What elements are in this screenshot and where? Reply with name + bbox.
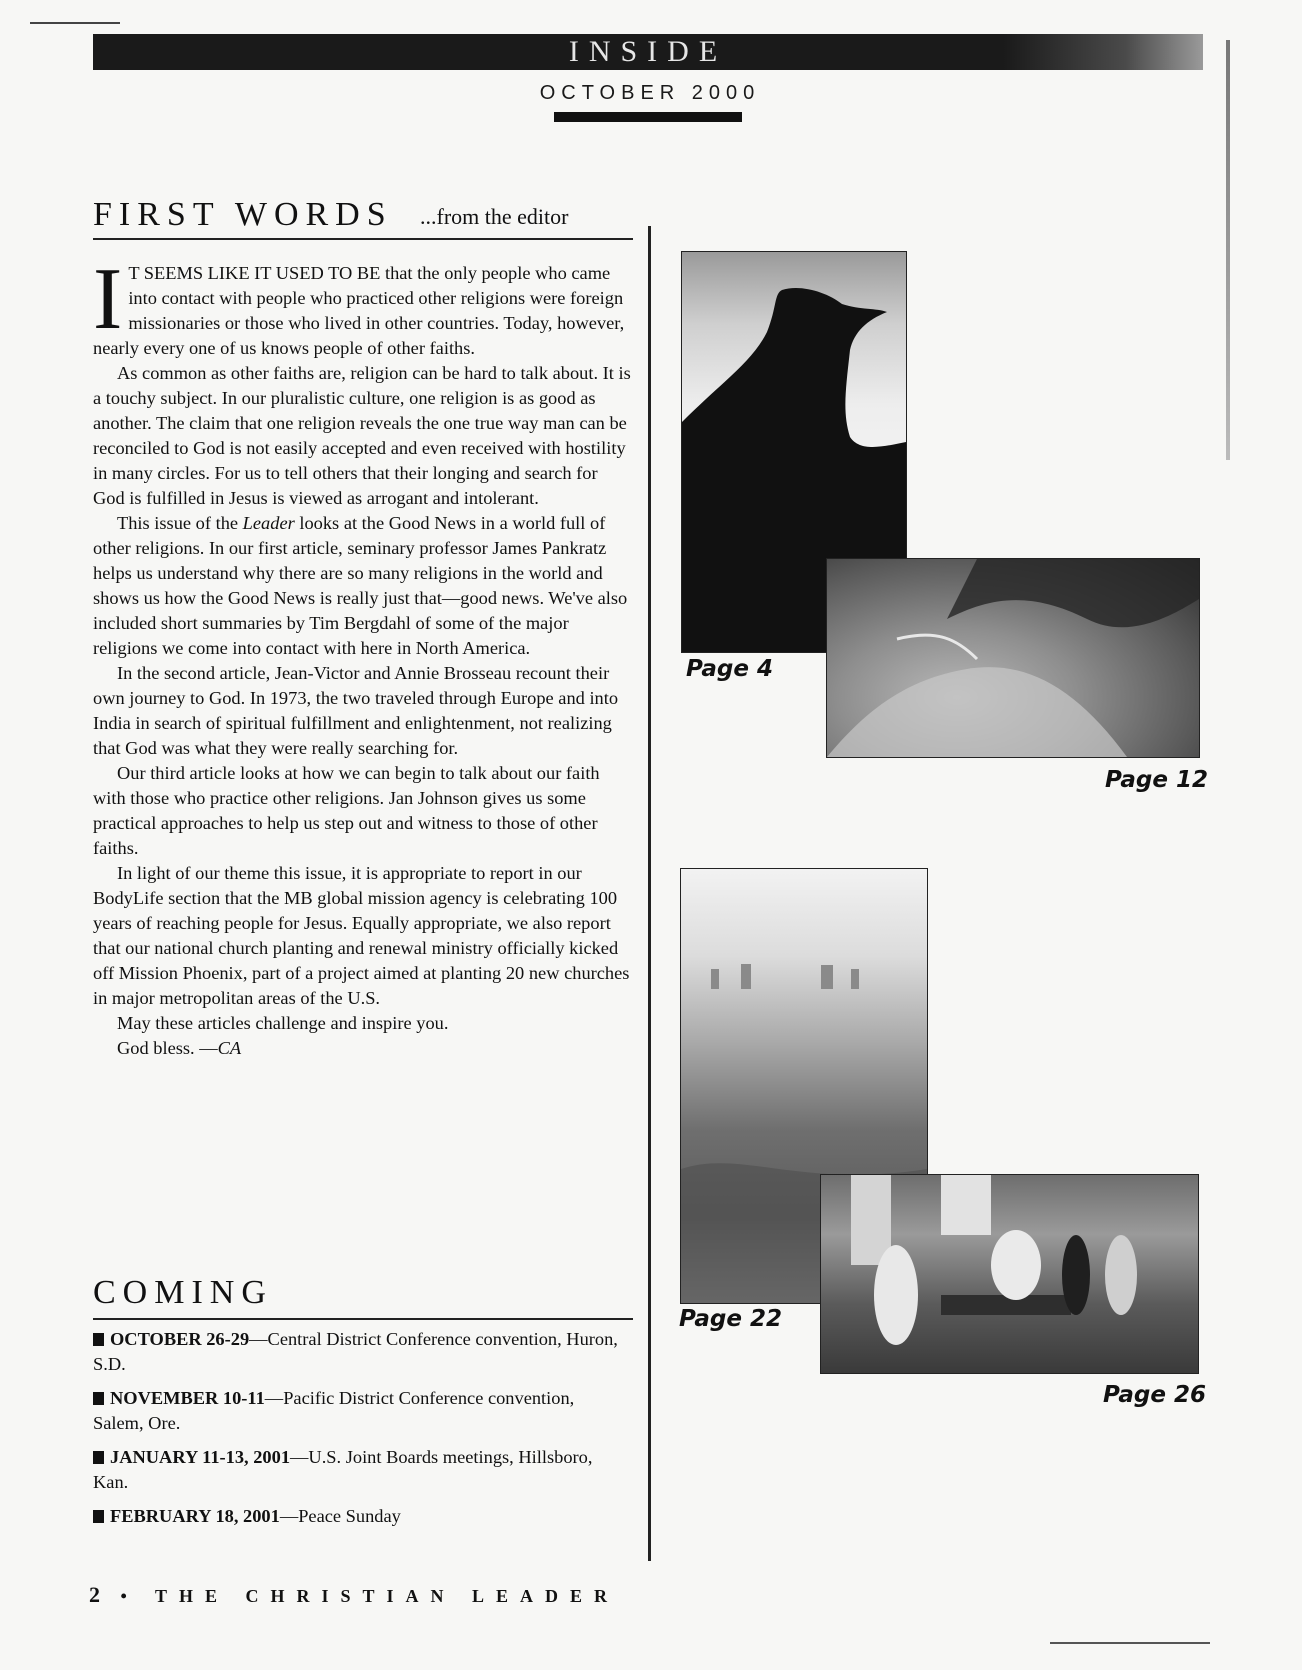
photo-caption-page-4: Page 4: [686, 656, 773, 682]
event-date: NOVEMBER 10-11: [110, 1388, 265, 1408]
photo-caption-page-26: Page 26: [1103, 1382, 1206, 1408]
article-paragraph: In light of our theme this issue, it is appropriate to report in our BodyLife section that the MB global mission agency is celebrating 100 years of reaching people for Jesus. Equally appropriate, we also report that our national church planting and renewal ministry officially kicked off Mission Phoenix, part of a project aimed at planting 20 new churches in major metropolitan areas of the U.S.: [93, 863, 630, 1008]
page-footer: [89, 1582, 619, 1608]
article-lead-in: T SEEMS LIKE IT USED TO BE: [128, 263, 381, 283]
event-date: FEBRUARY 18, 2001: [110, 1506, 280, 1526]
square-bullet-icon: [93, 1510, 104, 1523]
first-words-rule: [93, 238, 633, 240]
square-bullet-icon: [93, 1333, 104, 1346]
article-paragraph: This issue of the Leader looks at the Good News in a world full of other religions. In our first article, seminary professor James Pankratz helps us understand why there are so many religions in the world and shows us how the Good News is really just that—good news. We've also included short summaries by Tim Bergdahl of some of the major religions we come into contact with here in North America.: [93, 513, 628, 658]
square-bullet-icon: [93, 1451, 104, 1464]
first-words-byline: ...from the editor: [420, 204, 569, 229]
medical-tent-icon: [821, 1175, 1198, 1373]
top-hairline: [30, 22, 120, 24]
first-words-heading: FIRST WORDS: [93, 196, 393, 233]
photo-caption-page-22: Page 22: [679, 1306, 782, 1332]
page-edge-rule: [1226, 40, 1230, 460]
hands-closeup-icon: [827, 559, 1199, 757]
footer-separator: •: [120, 1586, 139, 1606]
article-paragraph: [93, 251, 633, 361]
event-date: OCTOBER 26-29: [110, 1329, 250, 1349]
bottom-hairline: [1050, 1642, 1210, 1644]
editor-article: [93, 251, 633, 1061]
inside-banner: [93, 34, 1203, 70]
event-description: —U.S. Joint Boards meetings, Hillsboro, Kan.: [93, 1447, 593, 1492]
article-paragraph: As common as other faiths are, religion can be hard to talk about. It is a touchy subject. In our pluralistic culture, one religion is as good as another. The claim that one religion reveals the one true way man can be reconciled to God is not easily accepted and even received with hostility in many circles. For us to tell others that their longing and search for God is fulfilled in Jesus is viewed as arrogant and intolerant.: [93, 363, 631, 508]
issue-date-bar: [554, 112, 742, 122]
issue-date: OCTOBER 2000: [539, 82, 761, 104]
photo-caption-page-12: Page 12: [1105, 767, 1208, 793]
article-paragraph: In the second article, Jean-Victor and Annie Brosseau recount their own journey to God. In 1973, the two traveled through Europe and into India in search of spiritual fulfillment and enlightenment, not realizing that God was what they were really searching for.: [93, 663, 619, 758]
page-number: 2: [89, 1582, 104, 1607]
publication-name: THE CHRISTIAN LEADER: [155, 1586, 620, 1606]
event-description: —Peace Sunday: [279, 1506, 401, 1526]
coming-event: [93, 1327, 623, 1377]
article-paragraph-text: that the only people who came into contact with people who practiced other religions were foreign missionaries or those who lived in other countries. Today, however, nearly every one of us knows people of other faiths.: [93, 263, 625, 358]
medical-tent-photo: [820, 1174, 1199, 1374]
coming-heading: COMING: [93, 1274, 273, 1311]
coming-rule: [93, 1318, 633, 1320]
article-signoff: God bless. —CA: [117, 1038, 242, 1058]
coming-event: [93, 1504, 623, 1529]
column-divider: [648, 226, 651, 1561]
event-date: JANUARY 11-13, 2001: [110, 1447, 291, 1467]
drop-cap: I: [93, 251, 123, 348]
hands-closeup-photo: [826, 558, 1200, 758]
article-paragraph: Our third article looks at how we can begin to talk about our faith with those who practice other religions. Jan Johnson gives us some practical approaches to help us step out and witness to those of other faiths.: [93, 763, 600, 858]
coming-event: [93, 1386, 623, 1436]
inside-banner-title: INSIDE: [568, 35, 728, 68]
coming-event: [93, 1445, 623, 1495]
event-description: —Pacific District Conference convention, Salem, Ore.: [93, 1388, 575, 1433]
article-paragraph: May these articles challenge and inspire you.: [117, 1013, 449, 1033]
event-description: —Central District Conference convention, Huron, S.D.: [93, 1329, 618, 1374]
square-bullet-icon: [93, 1392, 104, 1405]
